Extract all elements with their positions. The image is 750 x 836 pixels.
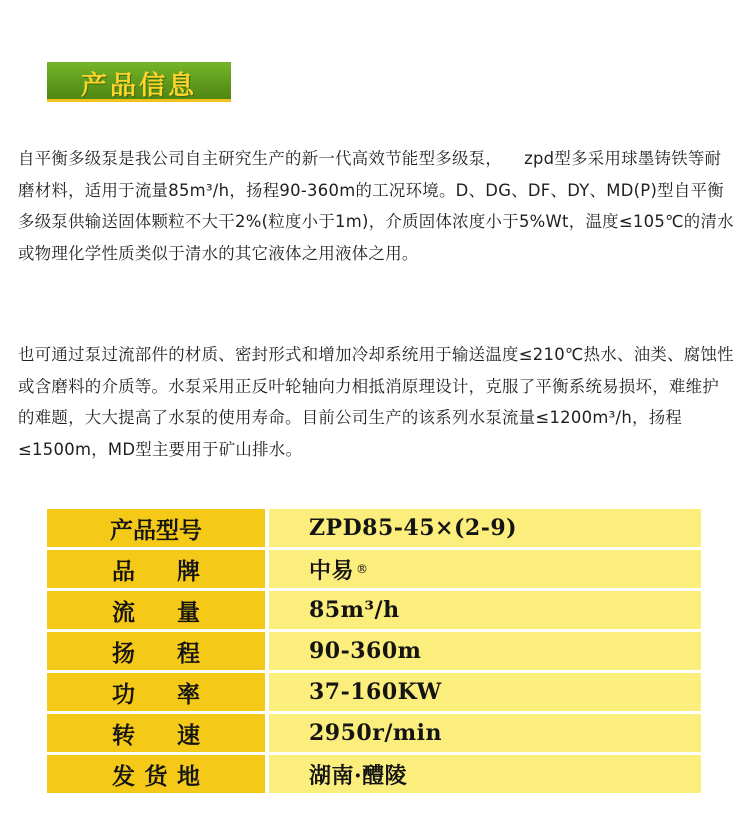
- spec-row-power: [47, 673, 701, 711]
- spec-row-flow: [47, 591, 701, 629]
- spec-value-speed: 2950r/min: [269, 714, 701, 752]
- spec-value-power: 37-160KW: [269, 673, 701, 711]
- spec-row-model: [47, 509, 701, 547]
- spec-label-model: 产品型号: [47, 509, 265, 547]
- spec-row-brand: [47, 550, 701, 588]
- spec-row-origin: [47, 755, 701, 793]
- spec-row-head: [47, 632, 701, 670]
- spec-value-origin: 湖南·醴陵: [269, 755, 701, 793]
- spec-value-model: ZPD85-45×(2-9): [269, 509, 701, 547]
- spec-value-head: 90-360m: [269, 632, 701, 670]
- intro-paragraph-1: 自平衡多级泵是我公司自主研究生产的新一代高效节能型多级泵， zpd型多采用球墨铸铁等耐磨材料，适用于流量85m³/h，扬程90-360m的工况环境。D、DG、DF、DY、MD(P)型自平衡多级泵供输送固体颗粒不大干2%(粒度小于1m)，介质固体浓度小于5%Wt，温度≤105℃的清水或物理化学性质类似于清水的其它液体之用液体之用。: [18, 149, 734, 263]
- spec-label-speed: 转 速: [47, 714, 265, 752]
- intro-paragraph-2: 也可通过泵过流部件的材质、密封形式和增加冷却系统用于输送温度≤210℃热水、油类、腐蚀性或含磨料的介质等。水泵采用正反叶轮轴向力相抵消原理设计，克服了平衡系统易损坏，难维护的难题，大大提高了水泵的使用寿命。目前公司生产的该系列水泵流量≤1200m³/h，扬程≤1500m，MD型主要用于矿山排水。: [18, 345, 734, 459]
- spec-label-power: 功 率: [47, 673, 265, 711]
- spec-value-flow: 85m³/h: [269, 591, 701, 629]
- spec-label-origin: 发 货 地: [47, 755, 265, 793]
- section-title: 产品信息: [80, 71, 197, 101]
- registered-mark: ®: [356, 562, 369, 576]
- spec-table: [47, 509, 701, 796]
- section-header: [47, 62, 231, 102]
- spec-label-brand: 品 牌: [47, 550, 265, 588]
- spec-row-speed: [47, 714, 701, 752]
- spec-label-flow: 流 量: [47, 591, 265, 629]
- spec-label-head: 扬 程: [47, 632, 265, 670]
- spec-value-brand: 中易 ®: [269, 550, 701, 588]
